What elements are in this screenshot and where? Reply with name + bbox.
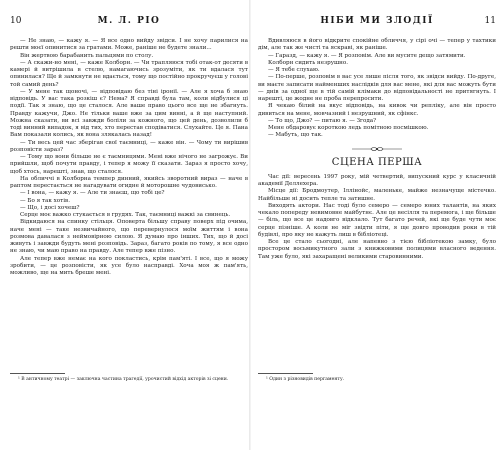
paragraph: — Бо я так хотів. xyxy=(20,197,70,204)
paragraph: Час дії: вересень 1997 року, мій четвертий, випускний курс у класичній академії Деллехера. xyxy=(258,173,496,187)
paragraph: — То що, Джо? — питаю я. — Згода? xyxy=(268,117,377,124)
paragraph: — По-перше, розповім в вас усе лише після того, як звідси вийду. По-друге, ви маєте записати найменших наслідків для вас мене, які для вас можуть бути — днів за одної ще в тій самій клімаки до відповідальності не притягнуть. І нарешті, це жодне не проба перепросити. xyxy=(258,74,496,102)
paragraph: Мене обдаровує короткою ледь помітною посмішкою. xyxy=(268,125,429,131)
paragraph: Він жертвою барабанить пальцями по столу. xyxy=(20,52,154,59)
paragraph: Вдивляюся в його відкрите спокійне обличчя, у сірі очі — тепер у тахтики дім, але так же чисті та яскраві, як раніше. xyxy=(258,38,496,52)
right-page-body xyxy=(258,38,496,261)
paragraph: Все це стало сьогодні, але напевно з тією бібліотекою замку, було простором восьмикутного зали з книжковими полицями власного ведення. Там уже було, які захаращені великими старовинними. xyxy=(258,239,496,260)
footnote-rule xyxy=(10,373,65,374)
section-title: СЦЕНА ПЕРША xyxy=(331,156,423,168)
paragraph: — Я тебе слухаю. xyxy=(268,67,320,73)
right-page-header xyxy=(258,16,496,30)
paragraph: Виходять актори. Нас тоді було семеро — семеро юних талантів, на яких чекало попереду невимовне майбутнє. Але це весілля та перемога, і ще більше — біль, що все це надовго відклало. Тут багато речей, які ще буде чути моє серце пізніше. А коли не міг звідти піти, я ще довго проводив роки в тій будівлі, про яку не кажуть лиш в бібліотеці. xyxy=(258,202,496,238)
footnote: ¹ Один з різновидів пергаменту. xyxy=(266,377,345,382)
left-page xyxy=(10,0,248,450)
right-page xyxy=(258,0,496,450)
paragraph: — Мабуть, що так. xyxy=(268,132,323,139)
page-number: 10 xyxy=(10,16,22,26)
paragraph: — Що, і досі хочеш? xyxy=(20,204,80,211)
paragraph: На обличчі в Колборна темпер динний, якийсь зворотний вираз — наче в раптом перестається не нагадувати огидне й моторошне чудовисько. xyxy=(10,175,248,189)
paragraph: — У мене так щоночі, — відповідаю без тіні іронії. — Але я хоча б знаю відповідь. У вас така розкіш є? Нема? Я справді була там, коли відбулися ці події. Так я знаю, що це сталося. Але ваше право цього все ще не збагнуть. Правду кажучи, Джо. Не тільки ваше вже за цим винні, а й ще наступний. Можна сказати, ви всі завжди боліли за кожного, що цей день, дозволили б тоді винний випадок, я від тих, хто перестав сподіватися. Слухайте. Це я. Пана Вам показали колись, як вона злякалась назад! xyxy=(10,88,248,139)
page-number: 11 xyxy=(484,16,496,26)
left-page-header xyxy=(10,16,248,30)
running-head: М. Л. РІО xyxy=(97,16,161,26)
paragraph: Колборн сидить незрушно. xyxy=(268,59,349,66)
paragraph: Я чекаю білий на вкус відповідь, на кивок чи репліку, але він просто дивиться на мене, мовчазний і незрушний, як сфінкс. xyxy=(258,103,496,117)
left-page-body xyxy=(10,38,248,277)
paragraph: — А скажи-но мені, — каже Колборн. — Чи трапляюся тобі отак-от десяти в камері й витрішила в стелю, намагаючись зрозуміти, як ти вдалася тут опинилася? Ще й замкнути не вдається, тому що постійно прокручуєш у голові той самий день? xyxy=(10,59,248,88)
paragraph: Але тепер вже немає на кого покластись, крім пам'яті. І все, що я можу зробити, — це розповісти, як усе було насправді. Хоча моя ж пам'ять, можливо, ще на мить бреше мені. xyxy=(10,255,248,276)
paragraph: Місце дії: Бродмоутер, Іллінойс, маленьке, майже незначуще містечко. Найбільше ні досить тепле та затишне. xyxy=(258,188,496,202)
footnote: ¹ В античному театрі — заключна частина трагедії, урочистий відхід акторів зі сцени. xyxy=(18,377,229,382)
ornament-divider xyxy=(352,145,402,153)
paragraph: Відкидаюся на спинку стільця. Оповерта більшу справу поверх під очима, наче мені — таке незвичайного, що перевернулося моїм життям і вона розмова давалася з неймовірною силою. Я думаю про інших. Тих, що й досі живуть і завжди будуть мені розповідь. Зараз, багато років по тому, я все одно не знаю, чи маю право на правду. Але тепер вже пізно. xyxy=(10,219,248,255)
book-gutter xyxy=(249,0,251,450)
footnote-rule xyxy=(258,373,313,374)
running-head: НІБИ МИ ЗЛОДІЇ xyxy=(320,16,434,26)
paragraph: — Не знаю, — кажу я. — Я все одно вийду звідси. І не хочу парилися на решти моєї опинитися за гратами. Може, раніше не будете знали... xyxy=(10,38,248,52)
paragraph: Серце моє важко стукається в грудях. Так, таємниці важкі за свинець. xyxy=(20,212,231,218)
paragraph: — Тому що вони більше не є таємницями. Мені вже нічого не загрожує. Ви прийшли, щоб почути правду, і тепер я можу її сказати. Зараз я просто хочу, щоб хтось, нарешті, знав, що сталося. xyxy=(10,154,248,175)
paragraph: — Ти весь цей час зберігав свої таємниці, — каже він. — Чому ти вирішив розповісти зараз? xyxy=(10,139,248,153)
paragraph: — Гаразд, — кажу я. — Я розповім. Але ви мусите дещо затямити. xyxy=(268,52,466,59)
paragraph: — І вона, — кажу я. — Але ти знаєш, що тобі це? xyxy=(20,190,165,197)
